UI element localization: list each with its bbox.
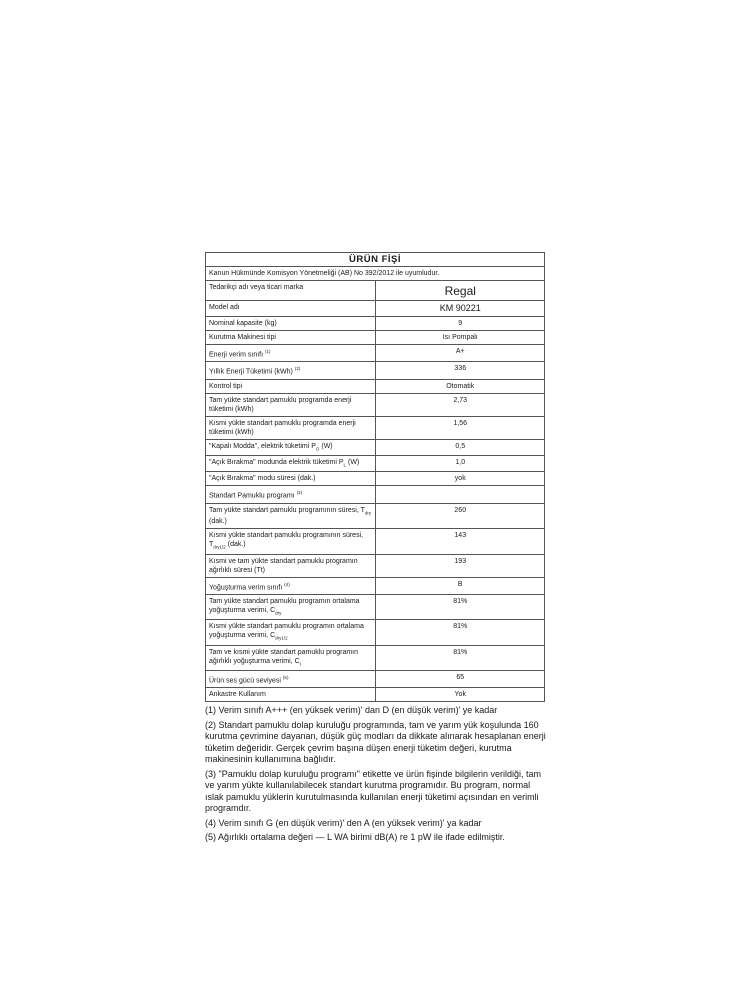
row-value: yok [375,472,545,486]
table-row [206,688,545,702]
row-label: Kısmi yükte standart pamuklu programın ortalama yoğuşturma verimi, $C_{dry1/2}$ [206,620,376,645]
row-value: B [375,577,545,594]
table-row [206,554,545,577]
footnote-ref: (1) [265,349,271,354]
table-row [206,472,545,486]
row-value: A+ [375,345,545,362]
table-row [206,456,545,472]
table-row [206,317,545,331]
footnote-ref: (3) [296,490,303,496]
row-value: 143 [375,529,545,554]
row-value: Otomatik [375,379,545,393]
row-value: 65 [375,671,545,688]
row-label: Tam ve kısmi yükte standart pamuklu programın ağırlıklı yoğuşturma verimi, $C_t$ [206,645,376,670]
row-value: 193 [375,554,545,577]
row-label: Yoğuşturma verim sınıfı $^{(4)}$ [206,577,376,594]
row-label: "Açık Bırakma" modu süresi (dak.) [206,472,376,486]
footnote: (2) Standart pamuklu dolap kuruluğu programında, tam ve yarım yük koşulunda 160 kurutma çevrimine dayanan, düşük güç modları da dikkate alınarak hesaplanan enerji tüketim değeridir. Gerçek çevrim başına düşen enerji tüketim değeri, kurutma makinesinin kullanımına bağlıdır. [205,719,546,765]
row-label: Ankastre Kullanım [206,688,376,702]
row-label: Kısmi yükte standart pamuklu programının süresi, $T_{dry1/2}$ (dak.) [206,529,376,554]
table-row [206,301,545,317]
row-label: "Açık Bırakma" modunda elektrik tüketimi $P_L$ (W) [206,456,376,472]
table-row [206,379,545,393]
table-row [206,486,545,503]
row-label: Ürün ses gücü seviyesi $^{(5)}$ [206,671,376,688]
table-row [206,393,545,416]
row-label: Model adı [206,301,376,317]
row-value: 336 [375,362,545,379]
table-row [206,671,545,688]
footnote-ref: (2) [294,366,301,372]
row-value: Isı Pompalı [375,331,545,345]
row-label: Yıllık Enerji Tüketimi (kWh) $^{(2)}$ [206,362,376,379]
footnote-ref: (4) [284,581,290,587]
row-value: 81% [375,620,545,645]
footnote-ref: (5) [282,675,289,681]
table-row [206,345,545,362]
row-value: 260 [375,503,545,528]
fiche-title: ÜRÜN FİŞİ [206,253,545,267]
table-row [206,577,545,594]
table-row [206,416,545,439]
row-value: KM 90221 [375,301,545,317]
table-row [206,439,545,455]
table-row [206,362,545,379]
row-value: 9 [375,317,545,331]
row-value: Regal [375,281,545,301]
table-row [206,331,545,345]
row-value: 81% [375,645,545,670]
row-label: Kısmi ve tam yükte standart pamuklu programın ağırlıklı süresi (Tt) [206,554,376,577]
row-value: 1,0 [375,456,545,472]
footnote: (5) Ağırlıklı ortalama değeri — L WA birimi dB(A) re 1 pW ile ifade edilmiştir. [205,832,505,843]
table-row [206,645,545,670]
row-label: Tam yükte standart pamuklu programın ortalama yoğuşturma verimi, $C_{dry}$ [206,594,376,619]
row-label: Kontrol tipi [206,379,376,393]
row-label: Standart Pamuklu programı $^{(3)}$ [206,486,376,503]
table-row [206,503,545,528]
row-label: Tedarikçi adı veya ticari marka [206,281,376,301]
fiche-intro: Kanun Hükmünde Komisyon Yönetmeliği (AB) No 392/2012 ile uyumludur. [206,267,545,281]
fiche-table [205,252,545,702]
row-label: "Kapalı Modda", elektrik tüketimi $P_O$ (W) [206,439,376,455]
row-label: Kurutma Makinesi tipi [206,331,376,345]
footnotes [205,705,550,844]
table-row [206,529,545,554]
row-label: Tam yükte standart pamuklu programının süresi, $T_{dry}$ (dak.) [206,503,376,528]
row-value: 81% [375,594,545,619]
table-row [206,620,545,645]
footnote: (1) Verim sınıfı A+++ (en yüksek verim)' dan D (en düşük verim)' ye kadar [205,705,498,716]
row-value: 1,56 [375,416,545,439]
row-label: Kısmi yükte standart pamuklu programda enerji tüketimi (kWh) [206,416,376,439]
row-value: 2,73 [375,393,545,416]
table-row [206,281,545,301]
row-label: Nominal kapasite (kg) [206,317,376,331]
footnote: (3) "Pamuklu dolap kuruluğu programı" etikette ve ürün fişinde bilgilerin verildiği, tam ve yarım yükte kullanılabilecek standart kurutma programıdır. Bu program, normal ıslak pamuklu yüklerin kurutulmasında kullanılan enerji tüketimi açısından en verimli programdır. [205,768,542,814]
row-value: Yok [375,688,545,702]
row-label: Enerji verim sınıfı $^{(1)}$ [206,345,376,362]
row-value [375,486,545,503]
row-label: Tam yükte standart pamuklu programda enerji tüketimi (kWh) [206,393,376,416]
row-value: 0,5 [375,439,545,455]
footnote: (4) Verim sınıfı G (en düşük verim)' den A (en yüksek verim)' ya kadar [205,817,482,828]
table-row [206,594,545,619]
product-fiche [205,252,545,847]
